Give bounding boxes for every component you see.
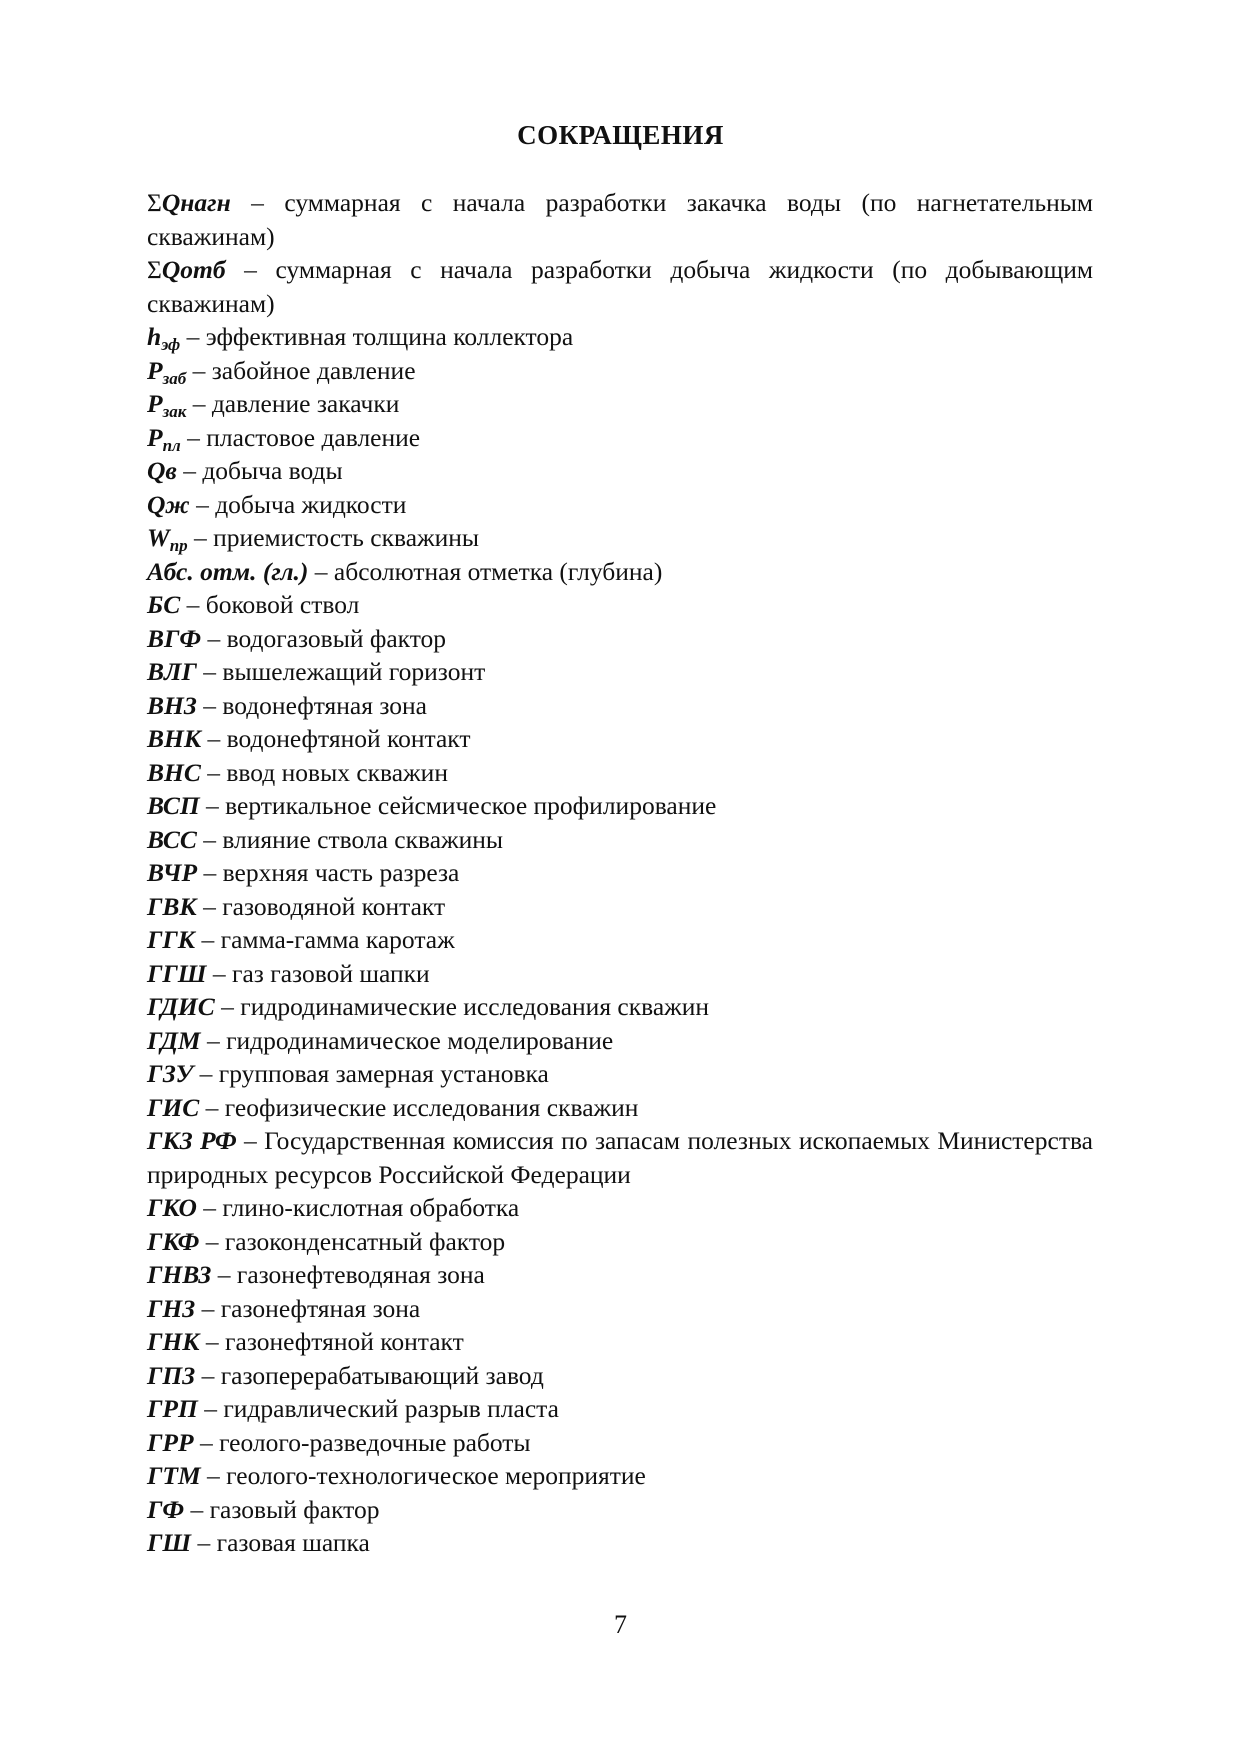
abbreviation-entry	[147, 823, 1093, 857]
abbreviation-definition: геолого-технологическое мероприятие	[226, 1461, 646, 1490]
dash-separator: –	[196, 690, 223, 720]
abbreviation-term	[147, 925, 195, 954]
abbreviation-entry	[147, 1359, 1093, 1393]
abbreviation-list	[147, 186, 1093, 1560]
dash-separator: –	[196, 657, 223, 686]
abbreviation-term-text: ВНЗ	[147, 690, 197, 720]
abbreviation-term-text: Абс. отм. (гл.)	[147, 556, 309, 586]
abbreviation-term	[147, 992, 215, 1021]
abbreviation-entry	[147, 1526, 1093, 1560]
abbreviation-term	[147, 959, 207, 988]
abbreviation-entry	[147, 354, 1093, 388]
abbreviation-entry	[147, 421, 1093, 455]
dash-separator: –	[184, 1494, 210, 1524]
abbreviation-term-text: Qнагн	[161, 188, 231, 217]
abbreviation-definition: газоперерабатывающий завод	[220, 1360, 544, 1390]
abbreviation-definition: суммарная с начала разработки закачка воды (по нагнетательным скважинам)	[147, 188, 1094, 251]
abbreviation-entry	[147, 555, 1093, 589]
dash-separator: –	[206, 958, 233, 988]
abbreviation-definition: геофизические исследования скважин	[224, 1092, 639, 1122]
abbreviation-definition: суммарная с начала разработки добыча жидкости (по добывающим скважинам)	[147, 255, 1094, 318]
abbreviation-term	[147, 691, 197, 720]
dash-separator: –	[201, 724, 227, 753]
abbreviation-term	[147, 624, 201, 653]
abbreviation-definition: боковой ствол	[205, 590, 360, 619]
abbreviation-term-text: P	[147, 389, 163, 418]
abbreviation-term-text: ГНЗ	[147, 1293, 196, 1323]
abbreviation-entry	[147, 890, 1093, 924]
abbreviation-term-text: ГРП	[147, 1394, 198, 1423]
abbreviation-definition: гидравлический разрыв пласта	[223, 1394, 559, 1423]
abbreviation-definition: гидродинамические исследования скважин	[240, 992, 710, 1021]
abbreviation-entry	[147, 1124, 1093, 1191]
dash-separator: –	[196, 891, 223, 921]
dash-separator: –	[308, 556, 334, 586]
abbreviation-entry	[147, 1091, 1093, 1125]
dash-separator: –	[180, 422, 207, 452]
abbreviation-definition: вышележащий горизонт	[222, 657, 486, 686]
dash-separator: –	[200, 757, 227, 787]
abbreviation-term-text: h	[147, 322, 162, 351]
abbreviation-definition: Государственная комиссия по запасам полезных ископаемых Министерства природных ресурсов Российской Федерации	[147, 1126, 1093, 1189]
abbreviation-term	[147, 892, 197, 921]
abbreviation-entry	[147, 957, 1093, 991]
abbreviation-definition: забойное давление	[211, 355, 416, 385]
abbreviation-definition: глино-кислотная обработка	[222, 1193, 520, 1222]
dash-separator: –	[197, 858, 223, 887]
abbreviation-definition: добыча жидкости	[215, 489, 407, 519]
abbreviation-definition: гамма-гамма каротаж	[220, 925, 455, 954]
abbreviation-term-text: ГИС	[147, 1092, 200, 1122]
abbreviation-term-text: ГГШ	[147, 958, 207, 988]
abbreviation-term-text: ВСС	[147, 824, 197, 854]
dash-separator: –	[176, 456, 203, 485]
abbreviation-definition: эффективная толщина коллектора	[205, 322, 574, 351]
dash-separator: –	[186, 355, 212, 385]
dash-separator: –	[214, 992, 241, 1021]
abbreviation-entry	[147, 387, 1093, 421]
dash-separator: –	[199, 1092, 225, 1122]
dash-separator: –	[195, 1293, 221, 1323]
page-number: 7	[614, 1610, 627, 1639]
abbreviation-definition: водогазовый фактор	[226, 623, 447, 653]
abbreviation-entry	[147, 722, 1093, 756]
abbreviation-entry	[147, 1024, 1093, 1058]
abbreviation-term-subscript: заб	[162, 368, 187, 388]
abbreviation-term	[147, 1260, 211, 1289]
abbreviation-term-text: ГКЗ РФ	[147, 1126, 237, 1155]
abbreviation-entry	[147, 186, 1093, 253]
abbreviation-term	[147, 1495, 184, 1524]
abbreviation-term	[147, 1528, 191, 1557]
abbreviation-entry	[147, 923, 1093, 957]
dash-separator: –	[195, 925, 221, 954]
abbreviation-entry	[147, 1426, 1093, 1460]
dash-separator: –	[200, 1025, 227, 1055]
abbreviation-definition: пластовое давление	[206, 422, 421, 452]
abbreviation-term-text: ВГФ	[147, 623, 202, 653]
abbreviation-term-text: ГФ	[147, 1494, 185, 1524]
abbreviation-entry	[147, 756, 1093, 790]
abbreviation-entry	[147, 689, 1093, 723]
abbreviation-term-text: Qж	[147, 489, 190, 519]
abbreviation-term	[147, 1361, 195, 1390]
page-title: СОКРАЩЕНИЯ	[517, 120, 724, 150]
abbreviation-term-text: P	[147, 355, 163, 385]
abbreviation-definition: газонефтеводяная зона	[236, 1260, 485, 1289]
abbreviation-term	[147, 1461, 201, 1490]
abbreviation-term	[147, 322, 181, 354]
abbreviation-term-text: ВНК	[147, 724, 202, 753]
abbreviation-term	[147, 389, 187, 421]
abbreviation-term	[147, 188, 231, 217]
dash-separator: –	[200, 1461, 227, 1490]
abbreviation-term	[147, 1294, 195, 1323]
abbreviation-term-text: ГКФ	[147, 1226, 200, 1256]
abbreviation-definition: водонефтяной контакт	[226, 724, 471, 753]
dash-separator: –	[191, 1528, 217, 1557]
abbreviation-term	[147, 523, 188, 555]
dash-separator: –	[201, 623, 227, 653]
abbreviation-term-text: P	[147, 422, 163, 452]
dash-separator: –	[199, 1327, 226, 1356]
abbreviation-term-text: ГДИС	[147, 992, 215, 1021]
dash-separator: –	[236, 1126, 265, 1155]
dash-separator: –	[196, 824, 223, 854]
abbreviation-term	[147, 422, 181, 455]
abbreviation-entry	[147, 1392, 1093, 1426]
abbreviation-term-text: Qв	[147, 456, 177, 485]
abbreviation-entry	[147, 454, 1093, 488]
abbreviation-definition: добыча воды	[202, 456, 343, 485]
abbreviation-entry	[147, 789, 1093, 823]
abbreviation-term	[147, 1227, 199, 1256]
abbreviation-definition: газ газовой шапки	[232, 958, 430, 988]
abbreviation-term-text: ВЧР	[147, 858, 198, 887]
abbreviation-entry	[147, 1493, 1093, 1527]
dash-separator: –	[195, 1360, 221, 1390]
abbreviation-entry	[147, 1225, 1093, 1259]
abbreviation-definition: абсолютная отметка (глубина)	[333, 556, 663, 586]
abbreviation-definition: газонефтяная зона	[220, 1293, 421, 1323]
abbreviation-entry	[147, 1459, 1093, 1493]
abbreviation-entry	[147, 1191, 1093, 1225]
abbreviation-term	[147, 1193, 197, 1222]
abbreviation-term-text: ВЛГ	[147, 657, 197, 686]
dash-separator: –	[187, 523, 214, 552]
abbreviation-definition: водонефтяная зона	[222, 690, 427, 720]
sigma-symbol: Σ	[147, 188, 162, 217]
abbreviation-entry	[147, 588, 1093, 622]
abbreviation-term	[147, 791, 200, 820]
abbreviation-definition: газоводяной контакт	[222, 891, 446, 921]
abbreviation-term-text: ГВК	[147, 891, 197, 921]
abbreviation-term-text: Qотб	[161, 255, 226, 284]
abbreviation-entry	[147, 253, 1093, 320]
abbreviation-term	[147, 355, 187, 388]
abbreviation-term-subscript: эф	[161, 335, 181, 354]
abbreviation-term-text: ГЗУ	[147, 1059, 194, 1088]
abbreviation-term-text: ГНК	[147, 1327, 200, 1356]
abbreviation-definition: геолого-разведочные работы	[219, 1427, 531, 1457]
abbreviation-entry	[147, 856, 1093, 890]
dash-separator: –	[211, 1260, 237, 1289]
dash-separator: –	[197, 1394, 224, 1423]
abbreviation-term	[147, 758, 201, 787]
dash-separator: –	[196, 1193, 223, 1222]
abbreviation-entry	[147, 521, 1093, 555]
abbreviation-entry	[147, 1258, 1093, 1292]
abbreviation-entry	[147, 622, 1093, 656]
abbreviation-entry	[147, 1057, 1093, 1091]
dash-separator: –	[199, 1226, 225, 1256]
abbreviation-term	[147, 1394, 198, 1423]
abbreviation-entry	[147, 655, 1093, 689]
abbreviation-definition: групповая замерная установка	[218, 1059, 549, 1088]
abbreviation-term	[147, 1093, 199, 1122]
abbreviation-definition: газовый фактор	[209, 1494, 380, 1524]
abbreviation-term-text: ВНС	[147, 757, 201, 787]
abbreviation-term	[147, 724, 201, 753]
abbreviation-term-text: ГШ	[147, 1528, 192, 1557]
abbreviation-term-subscript: пр	[169, 536, 188, 555]
abbreviation-definition: верхняя часть разреза	[222, 858, 460, 887]
abbreviation-term	[147, 1059, 193, 1088]
dash-separator: –	[199, 791, 226, 820]
abbreviation-term	[147, 490, 190, 519]
abbreviation-term-subscript: зак	[162, 402, 187, 421]
abbreviation-entry	[147, 320, 1093, 354]
abbreviation-term	[147, 657, 197, 686]
abbreviation-term-text: ГТМ	[147, 1461, 201, 1490]
abbreviation-entry	[147, 1325, 1093, 1359]
abbreviation-definition: гидродинамическое моделирование	[226, 1025, 614, 1055]
abbreviation-entry	[147, 1292, 1093, 1326]
abbreviation-definition: приемистость скважины	[213, 523, 480, 552]
dash-separator: –	[193, 1427, 220, 1457]
abbreviation-term	[147, 255, 226, 284]
abbreviation-term-text: ВСП	[147, 791, 200, 820]
abbreviation-term	[147, 1327, 200, 1356]
abbreviation-term-text: W	[147, 523, 170, 552]
sigma-symbol: Σ	[147, 255, 162, 284]
dash-separator: –	[225, 255, 276, 284]
abbreviation-term-text: БС	[147, 590, 181, 619]
abbreviation-term-text: ГКО	[147, 1193, 197, 1222]
abbreviation-term-subscript: пл	[162, 435, 181, 455]
abbreviation-term	[147, 825, 197, 854]
abbreviation-term-text: ГРР	[147, 1427, 194, 1457]
abbreviation-term	[147, 590, 180, 619]
abbreviation-definition: газонефтяной контакт	[225, 1327, 464, 1356]
abbreviation-term	[147, 456, 177, 485]
abbreviation-entry	[147, 990, 1093, 1024]
dash-separator: –	[189, 489, 216, 519]
abbreviation-term	[147, 1026, 201, 1055]
abbreviation-definition: ввод новых скважин	[226, 757, 448, 787]
abbreviation-term-text: ГНВЗ	[147, 1260, 212, 1289]
abbreviation-definition: влияние ствола скважины	[222, 824, 504, 854]
dash-separator: –	[186, 389, 212, 418]
dash-separator: –	[180, 590, 206, 619]
abbreviation-term-text: ГГК	[147, 925, 196, 954]
abbreviation-term-text: ГПЗ	[147, 1360, 196, 1390]
abbreviation-definition: давление закачки	[211, 389, 400, 418]
dash-separator: –	[230, 188, 285, 217]
abbreviation-definition: газоконденсатный фактор	[224, 1226, 506, 1256]
abbreviation-term	[147, 858, 197, 887]
abbreviation-definition: вертикальное сейсмическое профилирование	[225, 791, 717, 820]
abbreviation-term	[147, 1126, 237, 1155]
dash-separator: –	[193, 1059, 219, 1088]
abbreviation-entry	[147, 488, 1093, 522]
abbreviation-term-text: ГДМ	[147, 1025, 201, 1055]
dash-separator: –	[180, 322, 206, 351]
abbreviation-definition: газовая шапка	[216, 1528, 370, 1557]
abbreviation-term	[147, 1428, 194, 1457]
abbreviation-term	[147, 557, 308, 586]
